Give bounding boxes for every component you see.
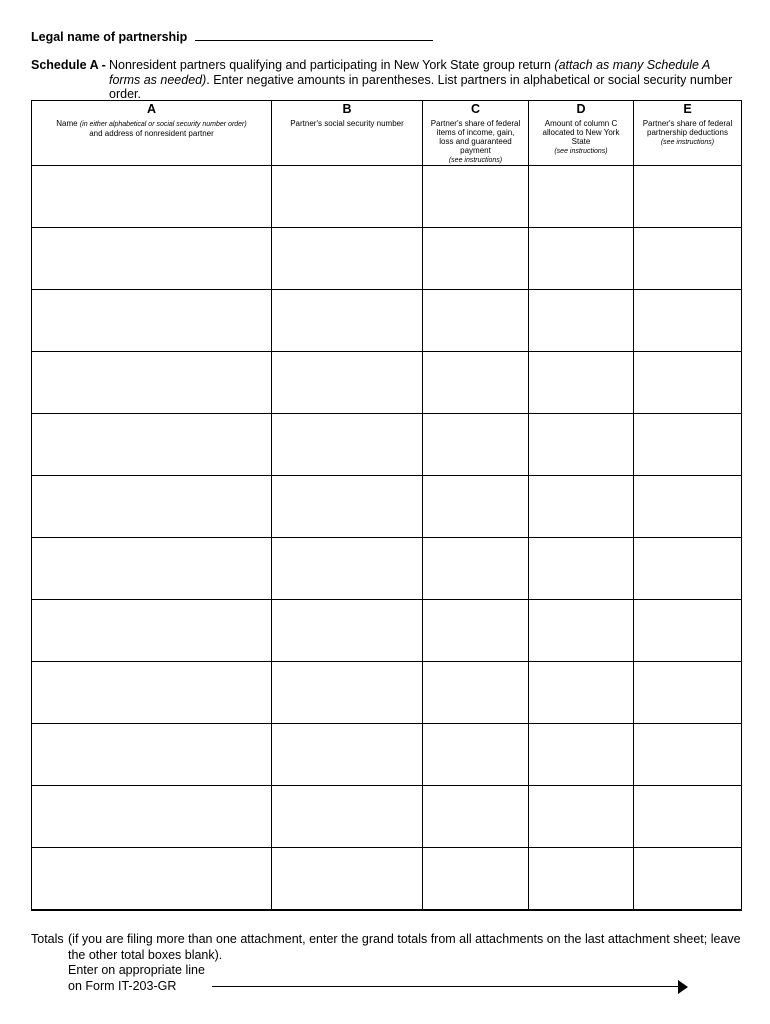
legal-name-text: Legal name of partnership [31,30,188,44]
schedule-a-instructions [31,58,743,102]
column-d-letter: D [576,102,586,116]
schedule-italic: (attach as many Schedule A forms as needed) [109,58,710,87]
column-e-cell[interactable] [634,414,742,476]
column-d-cell[interactable] [529,476,634,538]
column-a-cell[interactable] [32,352,272,414]
schedule-a-table [31,100,742,911]
column-c-cell[interactable] [423,166,529,228]
column-e-cell[interactable] [634,352,742,414]
column-c-cell[interactable] [423,476,529,538]
column-b-desc: Partner's social security number [290,119,404,128]
column-e-cell[interactable] [634,724,742,786]
column-b-letter: B [342,102,352,116]
totals-section [31,932,743,994]
column-b-cell[interactable] [272,848,423,911]
column-a-cell[interactable] [32,724,272,786]
enter-line-2: on Form IT-203-GR [68,978,177,993]
column-d-header [529,101,634,166]
column-a-desc: Name (in either alphabetical or social security number order) and address of nonresident partner [56,119,247,138]
table-row [32,662,742,724]
column-b-header [272,101,423,166]
column-a-cell[interactable] [32,538,272,600]
column-b-cell[interactable] [272,786,423,848]
column-a-cell[interactable] [32,848,272,911]
table-row [32,414,742,476]
column-d-cell[interactable] [529,786,634,848]
table-row [32,786,742,848]
column-e-cell[interactable] [634,786,742,848]
table-row [32,724,742,786]
column-d-cell[interactable] [529,662,634,724]
column-d-cell[interactable] [529,414,634,476]
column-a-cell[interactable] [32,786,272,848]
column-a-letter: A [146,102,157,116]
column-d-cell[interactable] [529,848,634,911]
column-e-desc: Partner's share of federal partnership deductions (see instructions) [642,119,733,146]
column-header-row [32,101,742,166]
column-a-cell[interactable] [32,600,272,662]
table-row [32,228,742,290]
arrow-line [212,986,682,987]
column-b-cell[interactable] [272,290,423,352]
column-c-header [423,101,529,166]
column-c-cell[interactable] [423,600,529,662]
totals-label: Totals [31,932,64,946]
column-a-cell[interactable] [32,476,272,538]
column-a-cell[interactable] [32,662,272,724]
column-b-cell[interactable] [272,352,423,414]
column-d-cell[interactable] [529,600,634,662]
column-c-cell[interactable] [423,538,529,600]
column-c-cell[interactable] [423,414,529,476]
column-a-header [32,101,272,166]
table-row [32,166,742,228]
enter-line-1: Enter on appropriate line [68,963,205,977]
table-row [32,600,742,662]
column-b-cell[interactable] [272,476,423,538]
column-e-cell[interactable] [634,848,742,911]
column-e-cell[interactable] [634,538,742,600]
table-row [32,538,742,600]
column-e-letter: E [683,102,692,116]
table-row [32,352,742,414]
column-c-cell[interactable] [423,352,529,414]
legal-name-field[interactable] [195,30,433,41]
column-b-cell[interactable] [272,662,423,724]
column-a-cell[interactable] [32,290,272,352]
totals-text: (if you are filing more than one attachment, enter the grand totals from all attachments on the last attachment sheet; leave the other total boxes blank). [68,932,741,962]
column-b-cell[interactable] [272,166,423,228]
column-e-cell[interactable] [634,290,742,352]
column-c-letter: C [470,102,481,116]
legal-name-label [31,30,433,44]
table-row [32,290,742,352]
column-c-cell[interactable] [423,228,529,290]
table-row [32,476,742,538]
column-c-cell[interactable] [423,724,529,786]
column-d-cell[interactable] [529,538,634,600]
column-b-cell[interactable] [272,414,423,476]
column-e-cell[interactable] [634,600,742,662]
column-d-cell[interactable] [529,166,634,228]
column-b-cell[interactable] [272,724,423,786]
column-d-cell[interactable] [529,724,634,786]
column-b-cell[interactable] [272,228,423,290]
column-a-cell[interactable] [32,414,272,476]
column-d-cell[interactable] [529,352,634,414]
column-c-desc: Partner's share of federal items of income, gain, loss and guaranteed payment (see instructions) [430,119,521,164]
schedule-text-1: Nonresident partners qualifying and participating in New York State group return [109,58,555,72]
schedule-a-label: Schedule A - [31,58,106,72]
column-e-cell[interactable] [634,476,742,538]
schedule-text-2: . Enter negative amounts in parentheses. List partners in alphabetical or social security number order. [109,72,733,101]
column-d-desc: Amount of column C allocated to New York State (see instructions) [542,119,620,155]
column-d-cell[interactable] [529,228,634,290]
table-row [32,848,742,911]
arrow-right-icon [678,980,688,994]
column-c-cell[interactable] [423,848,529,911]
column-a-cell[interactable] [32,166,272,228]
column-b-cell[interactable] [272,600,423,662]
column-e-cell[interactable] [634,166,742,228]
column-c-cell[interactable] [423,290,529,352]
column-b-cell[interactable] [272,538,423,600]
column-c-cell[interactable] [423,786,529,848]
column-d-cell[interactable] [529,290,634,352]
column-a-cell[interactable] [32,228,272,290]
column-c-cell[interactable] [423,662,529,724]
column-e-header [634,101,742,166]
column-e-cell[interactable] [634,228,742,290]
column-e-cell[interactable] [634,662,742,724]
